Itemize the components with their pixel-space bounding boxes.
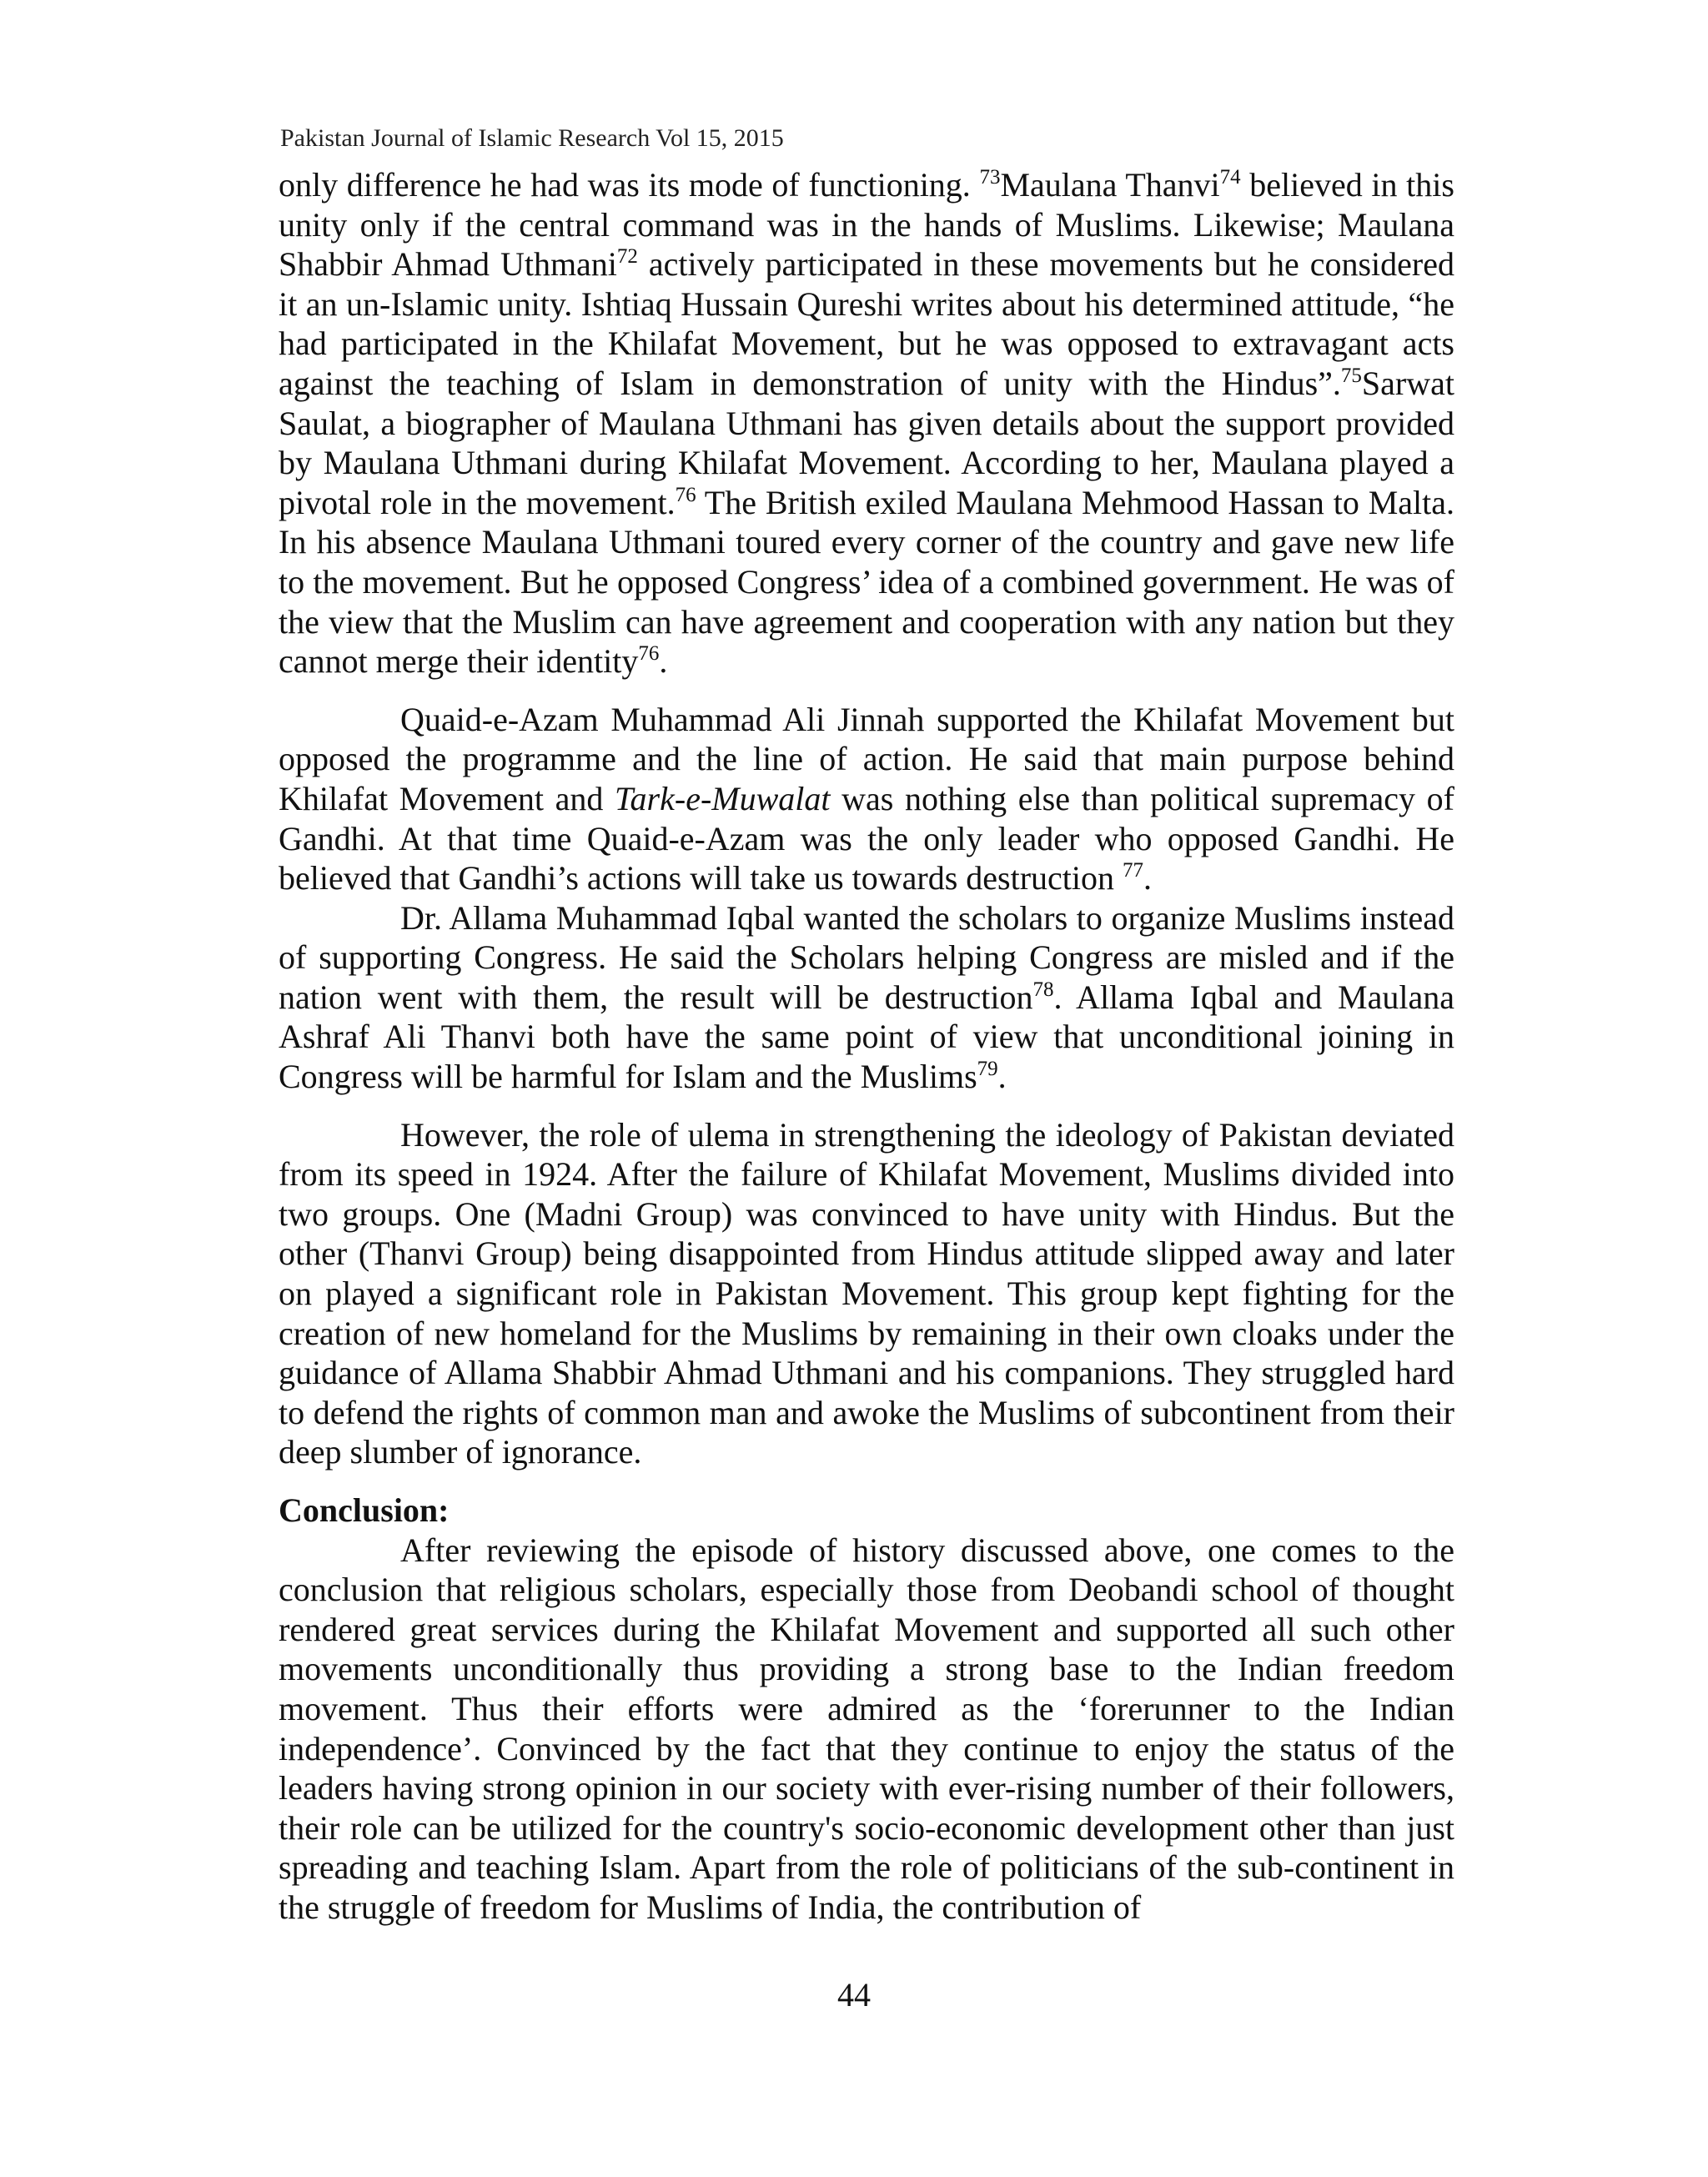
paragraph-ulema: However, the role of ulema in strengthening the ideology of Pakistan deviated from its speed in 1924. After the failure of Khilafat Movement, Muslims divided into two groups. One (Madni Group) was convinced to have unity with Hindus. But the other (Thanvi Group) being disappointed from Hindus attitude slipped away and later on played a significant role in Pakistan Movement. This group kept fighting for the creation of new homeland for the Muslims by remaining in their own cloaks under the guidance of Allama Shabbir Ahmad Uthmani and his companions. They struggled hard to defend the rights of common man and awoke the Muslims of subcontinent from their deep slumber of ignorance.: [279, 1115, 1454, 1471]
text-run: only difference he had was its mode of functioning.: [279, 166, 980, 204]
text-run: was nothing else than political supremacy of Gandhi. At that time Quaid-e-Azam was the only leader who opposed Gandhi. He believed that Gandhi’s actions will take us towards destruction: [279, 779, 1454, 897]
footnote-ref-75[interactable]: 75: [1340, 364, 1362, 387]
text-run: . Allama Iqbal and Maulana Ashraf Ali Thanvi both have the same point of view that unconditional joining in Congress will be harmful for Islam and the Muslims: [279, 978, 1454, 1096]
paragraph-conclusion: After reviewing the episode of history discussed above, one comes to the conclusion that religious scholars, especially those from Deobandi school of thought rendered great services during the Khilafat Movement and supported all such other movements unconditionally thus providing a strong base to the Indian freedom movement. Thus their efforts were admired as the ‘forerunner to the Indian independence’. Convinced by the fact that they continue to enjoy the status of the leaders having strong opinion in our society with ever-rising number of their followers, their role can be utilized for the country's socio-economic development other than just spreading and teaching Islam. Apart from the role of politicians of the sub-continent in the struggle of freedom for Muslims of India, the contribution of: [279, 1531, 1454, 1926]
footnote-ref-73[interactable]: 73: [979, 166, 1001, 189]
conclusion-heading: Conclusion:: [279, 1491, 450, 1529]
text-run: Sarwat Saulat, a biographer of Maulana Uthmani has given details about the support provided by Maulana Uthmani during Khilafat Movement. According to her, Maulana played a pivotal role in the movement.: [279, 364, 1454, 521]
text-run: .: [1143, 859, 1152, 897]
text-run: Quaid-e-Azam Muhammad Ali Jinnah supported the Khilafat Movement but opposed the programme and the line of action. He said that main purpose behind Khilafat Movement and: [279, 700, 1454, 817]
footnote-ref-74[interactable]: 74: [1219, 166, 1241, 189]
running-header: Pakistan Journal of Islamic Research Vol 15, 2015: [280, 124, 784, 152]
footnote-ref-76[interactable]: 76: [638, 642, 660, 666]
footnote-ref-78[interactable]: 78: [1032, 978, 1054, 1001]
text-run: .: [659, 642, 668, 681]
italic-term: Tark-e-Muwalat: [614, 779, 831, 817]
footnote-ref-79[interactable]: 79: [977, 1058, 998, 1081]
paragraph-jinnah: [279, 700, 1454, 898]
text-run: The British exiled Maulana Mehmood Hassan to Malta. In his absence Maulana Uthmani toured every corner of the country and gave new life to the movement. But he opposed Congress’ idea of a combined government. He was of the view that the Muslim can have agreement and cooperation with any nation but they cannot merge their identity: [279, 483, 1455, 681]
body-text: [279, 165, 1454, 1928]
footnote-ref-77[interactable]: 77: [1123, 859, 1143, 882]
text-run: Dr. Allama Muhammad Iqbal wanted the scholars to organize Muslims instead of supporting Congress. He said the Scholars helping Congress are misled and if the nation went with them, the result will be destruction: [279, 898, 1454, 1016]
page-number: 44: [837, 1976, 871, 2014]
text-run: Maulana Thanvi: [1000, 166, 1220, 204]
text-run: believed in this unity only if the central command was in the hands of Muslims. Likewise; Maulana Shabbir Ahmad Uthmani: [279, 166, 1454, 284]
footnote-ref-72[interactable]: 72: [616, 245, 638, 269]
paragraph-iqbal: [279, 898, 1454, 1097]
footnote-ref-76[interactable]: 76: [675, 483, 696, 506]
text-run: actively participated in these movements but he considered it an un-Islamic unity. Ishtiaq Hussain Qureshi writes about his determined attitude, “he had participated in the Khilafat Movement, but he was opposed to extravagant acts against the teaching of Islam in demonstration of unity with the Hindus”.: [279, 245, 1454, 402]
text-run: .: [997, 1058, 1007, 1096]
paragraph-continuation: [279, 165, 1454, 681]
